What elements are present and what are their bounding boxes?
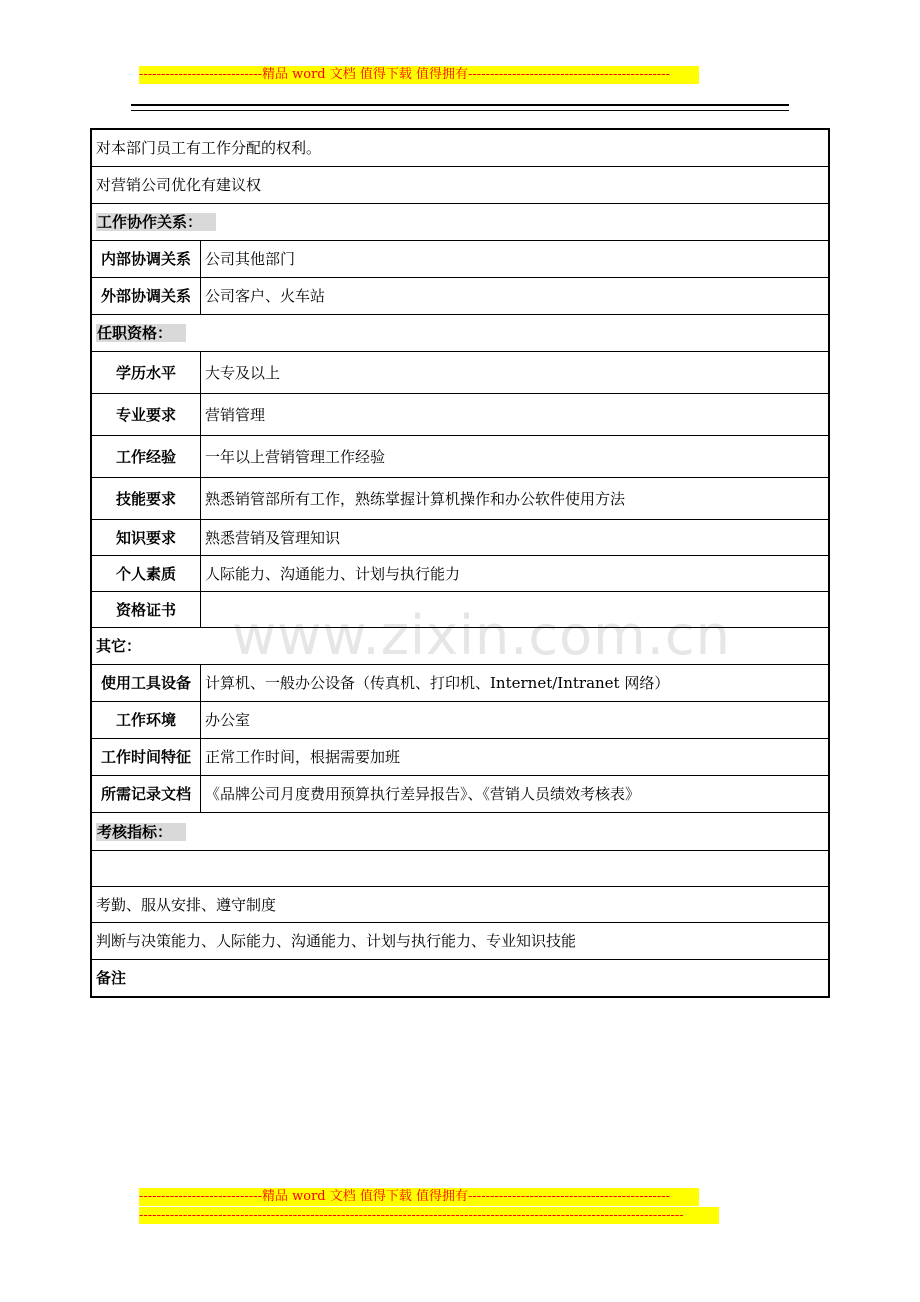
section-row [91, 812, 829, 850]
qualification-row [91, 519, 829, 555]
other-label: 工作时间特征 [91, 738, 201, 775]
qualification-label: 资格证书 [91, 591, 201, 627]
other-row [91, 664, 829, 701]
assessment-row [91, 922, 829, 959]
other-row [91, 738, 829, 775]
qualification-label: 技能要求 [91, 477, 201, 519]
assessment-row [91, 886, 829, 922]
other-label: 使用工具设备 [91, 664, 201, 701]
other-value: 正常工作时间，根据需要加班 [201, 738, 830, 775]
internal-value: 公司其他部门 [201, 240, 830, 277]
cooperation-row [91, 240, 829, 277]
qualification-row [91, 351, 829, 393]
assessment-item: 考勤、服从安排、遵守制度 [91, 886, 829, 922]
header-banner: ----------------------------精品 word 文档 值得下载 值得拥有---------------------------------------------- [139, 66, 699, 84]
other-value: 计算机、一般办公设备（传真机、打印机、Internet/Intranet 网络） [201, 664, 830, 701]
assessment-row [91, 850, 829, 886]
internal-label: 内部协调关系 [91, 240, 201, 277]
qualification-label: 知识要求 [91, 519, 201, 555]
footer-banner: ----------------------------精品 word 文档 值得下载 值得拥有---------------------------------------------- [139, 1188, 699, 1206]
qualification-row [91, 435, 829, 477]
qualification-value: 人际能力、沟通能力、计划与执行能力 [201, 555, 830, 591]
section-row [91, 627, 829, 664]
job-description-table [90, 128, 830, 998]
remarks-label: 备注 [91, 959, 829, 997]
other-value: 办公室 [201, 701, 830, 738]
qualification-value [201, 591, 830, 627]
other-label: 工作环境 [91, 701, 201, 738]
qualification-label: 工作经验 [91, 435, 201, 477]
assessment-blank [91, 850, 829, 886]
qualification-row [91, 591, 829, 627]
watermark: www.zixin.com.cn [232, 604, 731, 667]
other-label: 所需记录文档 [91, 775, 201, 812]
qualification-label: 专业要求 [91, 393, 201, 435]
qualification-value: 营销管理 [201, 393, 830, 435]
remarks-row [91, 959, 829, 997]
qualification-row [91, 393, 829, 435]
section-title-assessment: 考核指标： [96, 823, 186, 841]
section-row [91, 203, 829, 240]
rights-row [91, 129, 829, 166]
right-text: 对本部门员工有工作分配的权利。 [91, 129, 829, 166]
section-title-cooperation: 工作协作关系： [96, 213, 216, 231]
qualification-label: 学历水平 [91, 351, 201, 393]
header-rule [131, 104, 789, 111]
external-value: 公司客户、火车站 [201, 277, 830, 314]
qualification-value: 熟悉销管部所有工作，熟练掌握计算机操作和办公软件使用方法 [201, 477, 830, 519]
rights-row [91, 166, 829, 203]
qualification-value: 熟悉营销及管理知识 [201, 519, 830, 555]
other-row [91, 701, 829, 738]
other-row [91, 775, 829, 812]
cooperation-row [91, 277, 829, 314]
external-label: 外部协调关系 [91, 277, 201, 314]
section-title-qualifications: 任职资格： [96, 324, 186, 342]
assessment-item: 判断与决策能力、人际能力、沟通能力、计划与执行能力、专业知识技能 [91, 922, 829, 959]
qualification-value: 大专及以上 [201, 351, 830, 393]
qualification-value: 一年以上营销管理工作经验 [201, 435, 830, 477]
qualification-row [91, 477, 829, 519]
footer-dashes: ---------------------------------------------------------------------------------------------------------------------------- [139, 1207, 719, 1224]
qualification-row [91, 555, 829, 591]
section-row [91, 314, 829, 351]
qualification-label: 个人素质 [91, 555, 201, 591]
right-text: 对营销公司优化有建议权 [91, 166, 829, 203]
other-value: 《品牌公司月度费用预算执行差异报告》、《营销人员绩效考核表》 [201, 775, 830, 812]
section-title-other: 其它： [91, 627, 829, 664]
